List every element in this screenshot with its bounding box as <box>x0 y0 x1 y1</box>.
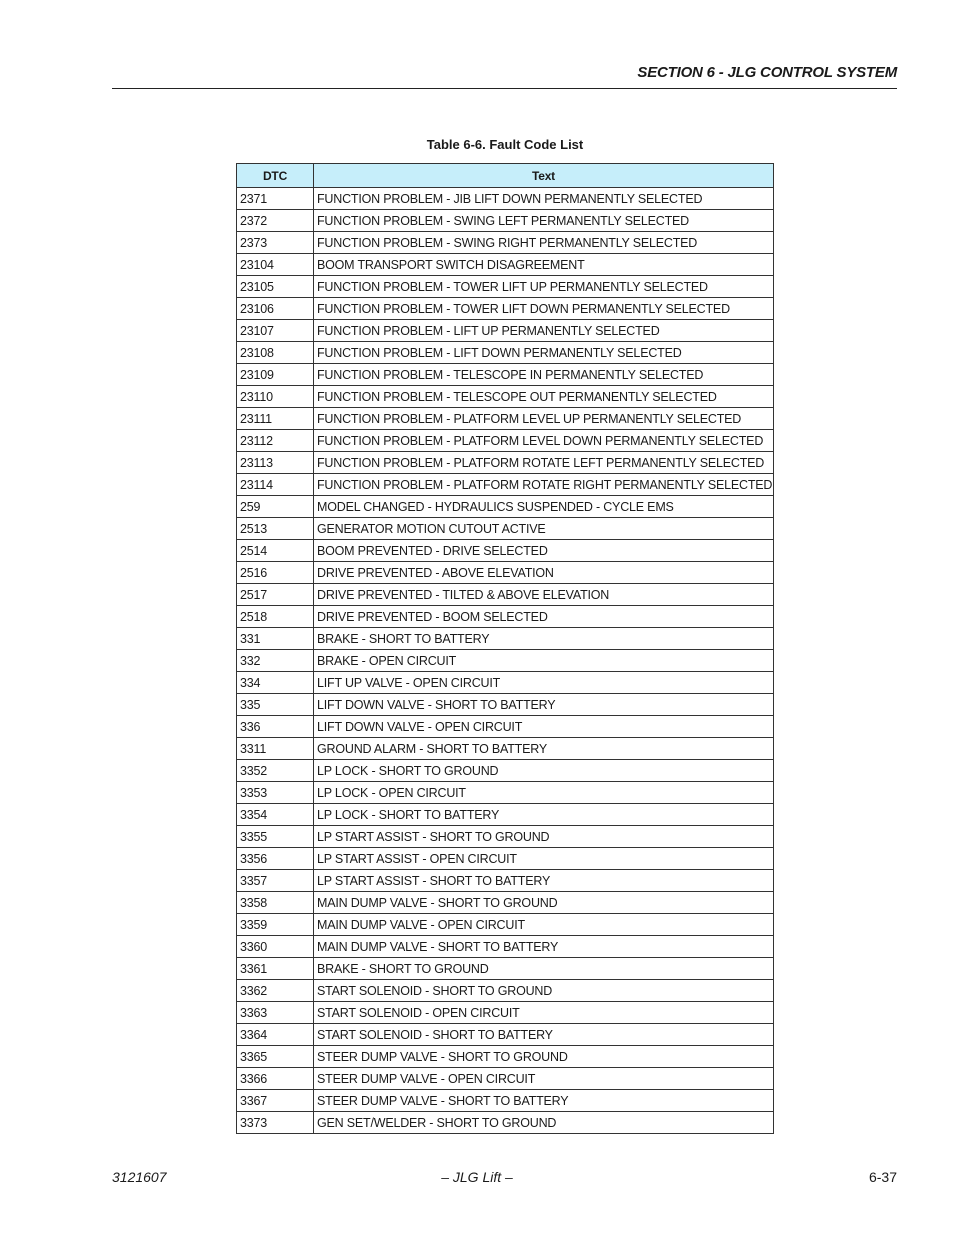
dtc-cell: 23109 <box>237 364 314 386</box>
table-header-row <box>237 164 774 188</box>
table-row <box>237 298 774 320</box>
dtc-cell: 2372 <box>237 210 314 232</box>
dtc-cell: 3365 <box>237 1046 314 1068</box>
dtc-cell: 3355 <box>237 826 314 848</box>
dtc-cell: 23113 <box>237 452 314 474</box>
dtc-cell: 3358 <box>237 892 314 914</box>
fault-text-cell: LP START ASSIST - OPEN CIRCUIT <box>314 848 774 870</box>
dtc-cell: 3367 <box>237 1090 314 1112</box>
dtc-cell: 3360 <box>237 936 314 958</box>
fault-text-cell: MODEL CHANGED - HYDRAULICS SUSPENDED - CYCLE EMS <box>314 496 774 518</box>
column-header-text: Text <box>314 164 774 188</box>
dtc-cell: 259 <box>237 496 314 518</box>
table-row <box>237 782 774 804</box>
fault-text-cell: STEER DUMP VALVE - SHORT TO GROUND <box>314 1046 774 1068</box>
fault-text-cell: FUNCTION PROBLEM - SWING RIGHT PERMANENTLY SELECTED <box>314 232 774 254</box>
table-row <box>237 496 774 518</box>
dtc-cell: 23114 <box>237 474 314 496</box>
fault-text-cell: FUNCTION PROBLEM - PLATFORM LEVEL DOWN PERMANENTLY SELECTED <box>314 430 774 452</box>
fault-text-cell: FUNCTION PROBLEM - JIB LIFT DOWN PERMANENTLY SELECTED <box>314 188 774 210</box>
table-row <box>237 958 774 980</box>
fault-text-cell: FUNCTION PROBLEM - PLATFORM ROTATE RIGHT PERMANENTLY SELECTED <box>314 474 774 496</box>
table-row <box>237 1024 774 1046</box>
dtc-cell: 3366 <box>237 1068 314 1090</box>
section-title: SECTION 6 - JLG CONTROL SYSTEM <box>637 64 897 81</box>
dtc-cell: 2517 <box>237 584 314 606</box>
dtc-cell: 3373 <box>237 1112 314 1134</box>
column-header-dtc: DTC <box>237 164 314 188</box>
fault-text-cell: FUNCTION PROBLEM - PLATFORM LEVEL UP PERMANENTLY SELECTED <box>314 408 774 430</box>
fault-text-cell: LP LOCK - SHORT TO BATTERY <box>314 804 774 826</box>
fault-text-cell: DRIVE PREVENTED - BOOM SELECTED <box>314 606 774 628</box>
fault-text-cell: FUNCTION PROBLEM - TELESCOPE IN PERMANENTLY SELECTED <box>314 364 774 386</box>
dtc-cell: 3362 <box>237 980 314 1002</box>
table-row <box>237 1112 774 1134</box>
dtc-cell: 3357 <box>237 870 314 892</box>
fault-text-cell: BRAKE - OPEN CIRCUIT <box>314 650 774 672</box>
table-row <box>237 804 774 826</box>
table-row <box>237 848 774 870</box>
table-caption: Table 6-6. Fault Code List <box>426 137 584 152</box>
fault-text-cell: LIFT UP VALVE - OPEN CIRCUIT <box>314 672 774 694</box>
table-row <box>237 870 774 892</box>
dtc-cell: 3311 <box>237 738 314 760</box>
table-body <box>237 188 774 1134</box>
document-number: 3121607 <box>112 1169 167 1185</box>
table-row <box>237 826 774 848</box>
fault-text-cell: FUNCTION PROBLEM - TOWER LIFT UP PERMANENTLY SELECTED <box>314 276 774 298</box>
table-row <box>237 474 774 496</box>
dtc-cell: 3353 <box>237 782 314 804</box>
dtc-cell: 23108 <box>237 342 314 364</box>
footer-brand: – JLG Lift – <box>441 1169 513 1185</box>
dtc-cell: 3363 <box>237 1002 314 1024</box>
fault-text-cell: MAIN DUMP VALVE - SHORT TO BATTERY <box>314 936 774 958</box>
page-number: 6-37 <box>868 1169 897 1185</box>
fault-text-cell: FUNCTION PROBLEM - LIFT DOWN PERMANENTLY SELECTED <box>314 342 774 364</box>
dtc-cell: 3354 <box>237 804 314 826</box>
table-row <box>237 606 774 628</box>
table-row <box>237 188 774 210</box>
fault-text-cell: BRAKE - SHORT TO GROUND <box>314 958 774 980</box>
table-row <box>237 650 774 672</box>
fault-text-cell: STEER DUMP VALVE - OPEN CIRCUIT <box>314 1068 774 1090</box>
fault-text-cell: BOOM TRANSPORT SWITCH DISAGREEMENT <box>314 254 774 276</box>
table-row <box>237 760 774 782</box>
fault-text-cell: GEN SET/WELDER - SHORT TO GROUND <box>314 1112 774 1134</box>
table-row <box>237 210 774 232</box>
dtc-cell: 23111 <box>237 408 314 430</box>
table-row <box>237 1068 774 1090</box>
dtc-cell: 2371 <box>237 188 314 210</box>
table-row <box>237 430 774 452</box>
dtc-cell: 2513 <box>237 518 314 540</box>
table-row <box>237 672 774 694</box>
table-row <box>237 694 774 716</box>
fault-text-cell: STEER DUMP VALVE - SHORT TO BATTERY <box>314 1090 774 1112</box>
fault-text-cell: DRIVE PREVENTED - ABOVE ELEVATION <box>314 562 774 584</box>
dtc-cell: 2516 <box>237 562 314 584</box>
fault-text-cell: DRIVE PREVENTED - TILTED & ABOVE ELEVATION <box>314 584 774 606</box>
table-row <box>237 342 774 364</box>
fault-text-cell: START SOLENOID - OPEN CIRCUIT <box>314 1002 774 1024</box>
table-row <box>237 892 774 914</box>
table-row <box>237 1090 774 1112</box>
header-divider <box>112 88 897 89</box>
fault-text-cell: MAIN DUMP VALVE - SHORT TO GROUND <box>314 892 774 914</box>
fault-text-cell: LIFT DOWN VALVE - SHORT TO BATTERY <box>314 694 774 716</box>
fault-text-cell: START SOLENOID - SHORT TO GROUND <box>314 980 774 1002</box>
fault-text-cell: START SOLENOID - SHORT TO BATTERY <box>314 1024 774 1046</box>
table-row <box>237 232 774 254</box>
fault-text-cell: LP START ASSIST - SHORT TO BATTERY <box>314 870 774 892</box>
dtc-cell: 23106 <box>237 298 314 320</box>
table-row <box>237 518 774 540</box>
dtc-cell: 23107 <box>237 320 314 342</box>
dtc-cell: 3361 <box>237 958 314 980</box>
dtc-cell: 3364 <box>237 1024 314 1046</box>
dtc-cell: 336 <box>237 716 314 738</box>
dtc-cell: 2514 <box>237 540 314 562</box>
table-row <box>237 738 774 760</box>
table-row <box>237 716 774 738</box>
table-row <box>237 364 774 386</box>
table-row <box>237 254 774 276</box>
dtc-cell: 23112 <box>237 430 314 452</box>
table-row <box>237 936 774 958</box>
fault-text-cell: FUNCTION PROBLEM - TELESCOPE OUT PERMANENTLY SELECTED <box>314 386 774 408</box>
dtc-cell: 331 <box>237 628 314 650</box>
table-row <box>237 452 774 474</box>
dtc-cell: 23104 <box>237 254 314 276</box>
fault-text-cell: BRAKE - SHORT TO BATTERY <box>314 628 774 650</box>
table-row <box>237 562 774 584</box>
table-row <box>237 276 774 298</box>
fault-text-cell: FUNCTION PROBLEM - SWING LEFT PERMANENTLY SELECTED <box>314 210 774 232</box>
fault-text-cell: LP START ASSIST - SHORT TO GROUND <box>314 826 774 848</box>
fault-code-table <box>236 163 774 1134</box>
fault-text-cell: LIFT DOWN VALVE - OPEN CIRCUIT <box>314 716 774 738</box>
dtc-cell: 3352 <box>237 760 314 782</box>
fault-text-cell: GENERATOR MOTION CUTOUT ACTIVE <box>314 518 774 540</box>
table-row <box>237 408 774 430</box>
table-row <box>237 1046 774 1068</box>
table-row <box>237 320 774 342</box>
fault-text-cell: FUNCTION PROBLEM - TOWER LIFT DOWN PERMANENTLY SELECTED <box>314 298 774 320</box>
dtc-cell: 3356 <box>237 848 314 870</box>
dtc-cell: 3359 <box>237 914 314 936</box>
fault-text-cell: LP LOCK - OPEN CIRCUIT <box>314 782 774 804</box>
dtc-cell: 334 <box>237 672 314 694</box>
fault-text-cell: BOOM PREVENTED - DRIVE SELECTED <box>314 540 774 562</box>
table-row <box>237 914 774 936</box>
table-row <box>237 386 774 408</box>
dtc-cell: 2373 <box>237 232 314 254</box>
dtc-cell: 2518 <box>237 606 314 628</box>
fault-text-cell: GROUND ALARM - SHORT TO BATTERY <box>314 738 774 760</box>
table-row <box>237 628 774 650</box>
fault-text-cell: FUNCTION PROBLEM - PLATFORM ROTATE LEFT PERMANENTLY SELECTED <box>314 452 774 474</box>
fault-text-cell: LP LOCK - SHORT TO GROUND <box>314 760 774 782</box>
dtc-cell: 332 <box>237 650 314 672</box>
fault-text-cell: FUNCTION PROBLEM - LIFT UP PERMANENTLY SELECTED <box>314 320 774 342</box>
table-row <box>237 980 774 1002</box>
fault-text-cell: MAIN DUMP VALVE - OPEN CIRCUIT <box>314 914 774 936</box>
dtc-cell: 335 <box>237 694 314 716</box>
dtc-cell: 23110 <box>237 386 314 408</box>
table-row <box>237 1002 774 1024</box>
table-row <box>237 540 774 562</box>
dtc-cell: 23105 <box>237 276 314 298</box>
table-row <box>237 584 774 606</box>
